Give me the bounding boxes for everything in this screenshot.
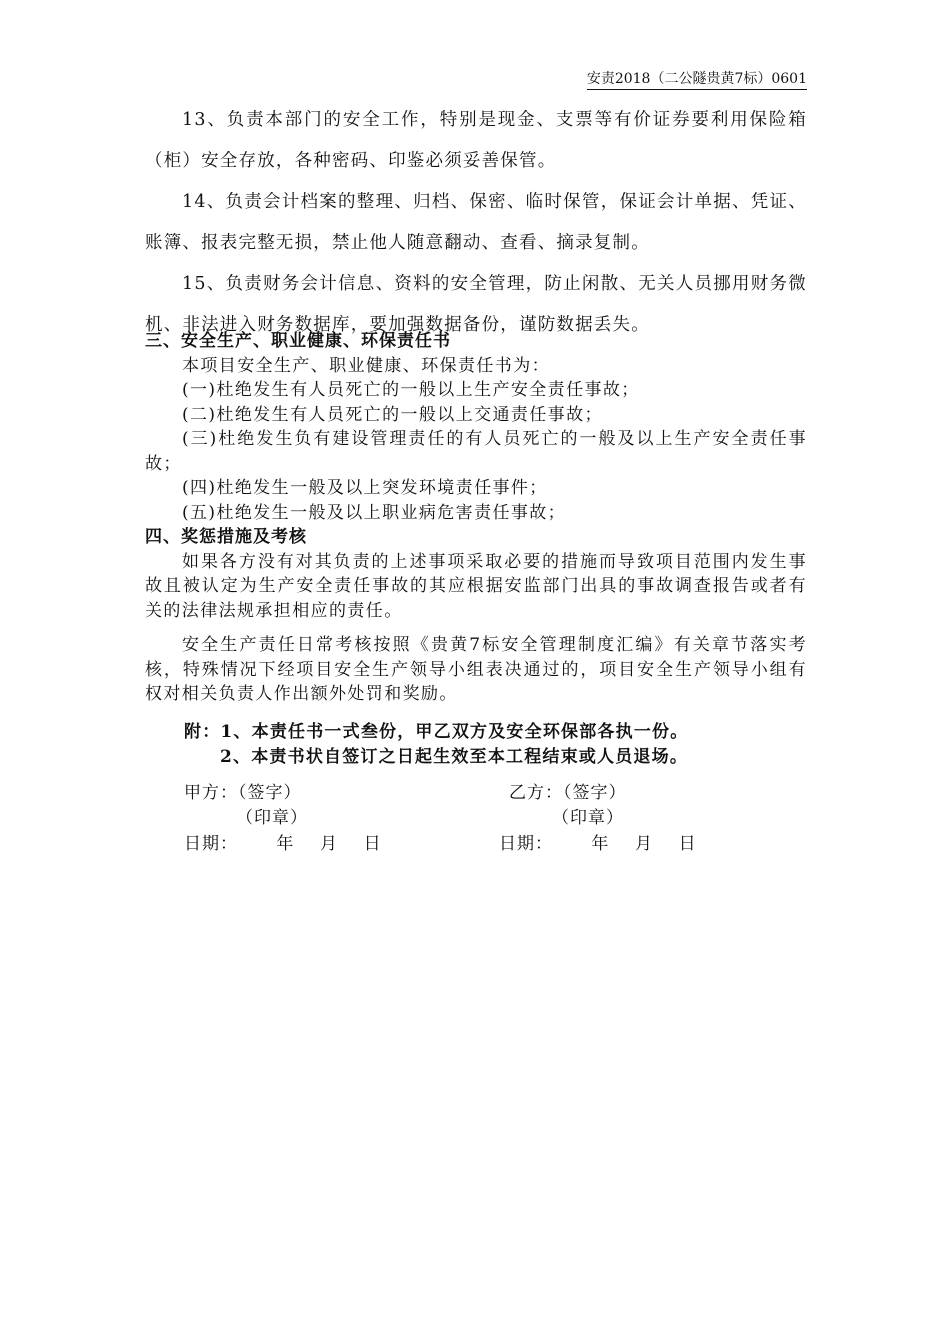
section-4-para-1: 如果各方没有对其负责的上述事项采取必要的措施而导致项目范围内发生事故且被认定为生产安全责任事故的其应根据安监部门出具的事故调查报告或者有关的法律法规承担相应的责任。 <box>145 551 807 621</box>
attachment-notes <box>145 720 807 769</box>
item-14: 14、负责会计档案的整理、归档、保密、临时保管，保证会计单据、凭证、账簿、报表完整无损，禁止他人随意翻动、查看、摘录复制。 <box>145 192 807 253</box>
party-a-signature-label: 甲方：（签字） <box>184 783 302 803</box>
section-4-para-2: 安全生产责任日常考核按照《贵黄7标安全管理制度汇编》有关章节落实考核，特殊情况下经项目安全生产领导小组表决通过的，项目安全生产领导小组有权对相关负责人作出额外处罚和奖励。 <box>145 635 807 704</box>
item-13: 13、负责本部门的安全工作，特别是现金、支票等有价证券要利用保险箱（柜）安全存放，各种密码、印鉴必须妥善保管。 <box>145 110 807 171</box>
goal-4: (四)杜绝发生一般及以上突发环境责任事件； <box>182 478 548 498</box>
goal-3: (三)杜绝发生负有建设管理责任的有人员死亡的一般及以上生产安全责任事故； <box>145 429 807 474</box>
party-a-date-label: 日期： 年 月 日 <box>184 834 382 854</box>
goal-2: (二)杜绝发生有人员死亡的一般以上交通责任事故； <box>182 404 603 425</box>
party-b-date-label: 日期： 年 月 日 <box>499 834 697 854</box>
attachment-line-1: 附：1、本责任书一式叁份，甲乙双方及安全环保部各执一份。 <box>184 722 689 742</box>
section-3 <box>145 329 807 525</box>
party-b-seal-label: （印章） <box>552 808 624 828</box>
document-reference-header: 安责2018（二公隧贵黄7标）0601 <box>587 68 807 90</box>
party-b-signature-label: 乙方：（签字） <box>509 783 627 803</box>
responsibility-items <box>145 100 807 346</box>
attachment-line-2: 2、本责书状自签订之日起生效至本工程结束或人员退场。 <box>220 746 689 767</box>
section-4 <box>145 525 807 707</box>
goal-1: (一)杜绝发生有人员死亡的一般以上生产安全责任事故； <box>182 380 640 400</box>
section-4-title: 四、奖惩措施及考核 <box>145 527 307 547</box>
party-a-seal-label: （印章） <box>236 808 308 828</box>
item-15: 15、负责财务会计信息、资料的安全管理，防止闲散、无关人员挪用财务微机、非法进入财务数据库，要加强数据备份，谨防数据丢失。 <box>145 274 807 335</box>
section-3-intro: 本项目安全生产、职业健康、环保责任书为： <box>182 355 550 376</box>
section-3-title: 三、安全生产、职业健康、环保责任书 <box>145 331 451 351</box>
goal-5: (五)杜绝发生一般及以上职业病危害责任事故； <box>182 502 567 523</box>
